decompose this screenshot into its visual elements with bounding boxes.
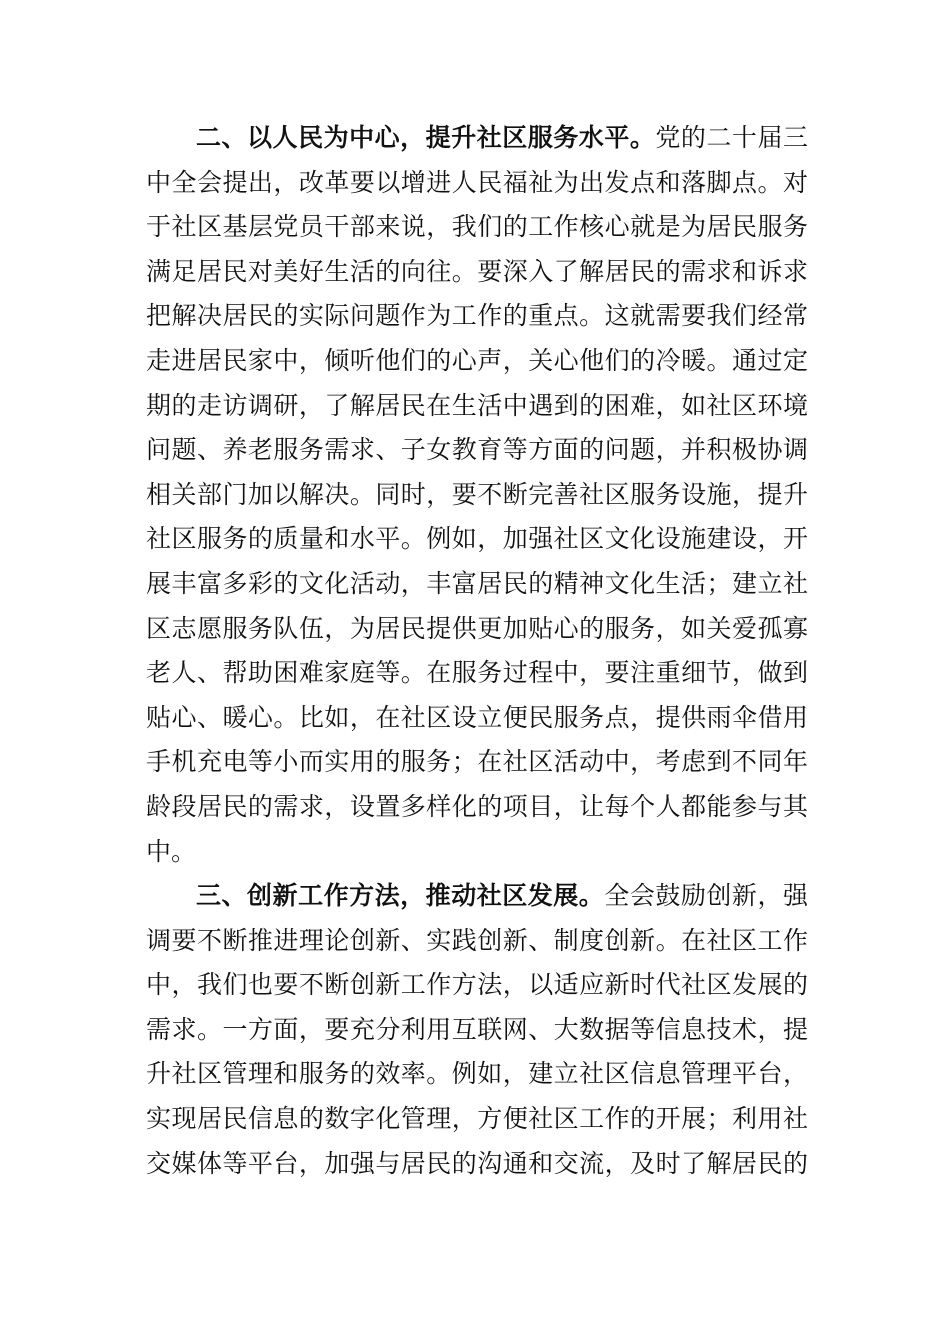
paragraph-line: 问题、养老服务需求、子女教育等方面的问题，并积极协调	[146, 435, 808, 465]
paragraph-line: 中，我们也要不断创新工作方法，以适应新时代社区发展的	[146, 970, 808, 1000]
paragraph-line: 贴心、暖心。比如，在社区设立便民服务点，提供雨伞借用	[146, 702, 808, 732]
document-page	[146, 116, 808, 1186]
paragraph-line: 龄段居民的需求，设置多样化的项目，让每个人都能参与其	[146, 791, 808, 821]
paragraph-line: 中全会提出，改革要以增进人民福祉为出发点和落脚点。对	[146, 167, 808, 197]
paragraph-3	[146, 874, 808, 1186]
section-heading: 三、创新工作方法，推动社区发展。	[196, 881, 605, 911]
paragraph-line	[146, 874, 808, 919]
paragraph-line: 交媒体等平台，加强与居民的沟通和交流，及时了解居民的	[146, 1148, 808, 1178]
paragraph-line: 手机充电等小而实用的服务；在社区活动中，考虑到不同年	[146, 747, 808, 777]
heading-continuation: 党的二十届三	[655, 123, 808, 152]
paragraph-2	[146, 116, 808, 874]
paragraph-line: 老人、帮助困难家庭等。在服务过程中，要注重细节，做到	[146, 658, 808, 688]
paragraph-line: 走进居民家中，倾听他们的心声，关心他们的冷暖。通过定	[146, 345, 808, 375]
paragraph-line: 于社区基层党员干部来说，我们的工作核心就是为居民服务	[146, 212, 808, 242]
paragraph-line: 调要不断推进理论创新、实践创新、制度创新。在社区工作	[146, 925, 808, 955]
paragraph-line: 区志愿服务队伍，为居民提供更加贴心的服务，如关爱孤寡	[146, 613, 808, 643]
paragraph-line: 展丰富多彩的文化活动，丰富居民的精神文化生活；建立社	[146, 568, 808, 598]
paragraph-line: 期的走访调研，了解居民在生活中遇到的困难，如社区环境	[146, 390, 808, 420]
paragraph-line: 需求。一方面，要充分利用互联网、大数据等信息技术，提	[146, 1014, 808, 1044]
paragraph-line: 把解决居民的实际问题作为工作的重点。这就需要我们经常	[146, 301, 808, 331]
paragraph-line: 相关部门加以解决。同时，要不断完善社区服务设施，提升	[146, 479, 808, 509]
paragraph-line: 满足居民对美好生活的向往。要深入了解居民的需求和诉求	[146, 256, 808, 286]
paragraph-line: 社区服务的质量和水平。例如，加强社区文化设施建设，开	[146, 524, 808, 554]
paragraph-line: 中。	[146, 836, 197, 866]
paragraph-line: 升社区管理和服务的效率。例如，建立社区信息管理平台，	[146, 1059, 808, 1089]
heading-continuation: 全会鼓励创新，强	[604, 881, 808, 911]
paragraph-line: 实现居民信息的数字化管理，方便社区工作的开展；利用社	[146, 1104, 808, 1134]
paragraph-line	[146, 116, 808, 161]
section-heading: 二、以人民为中心，提升社区服务水平。	[196, 123, 656, 152]
